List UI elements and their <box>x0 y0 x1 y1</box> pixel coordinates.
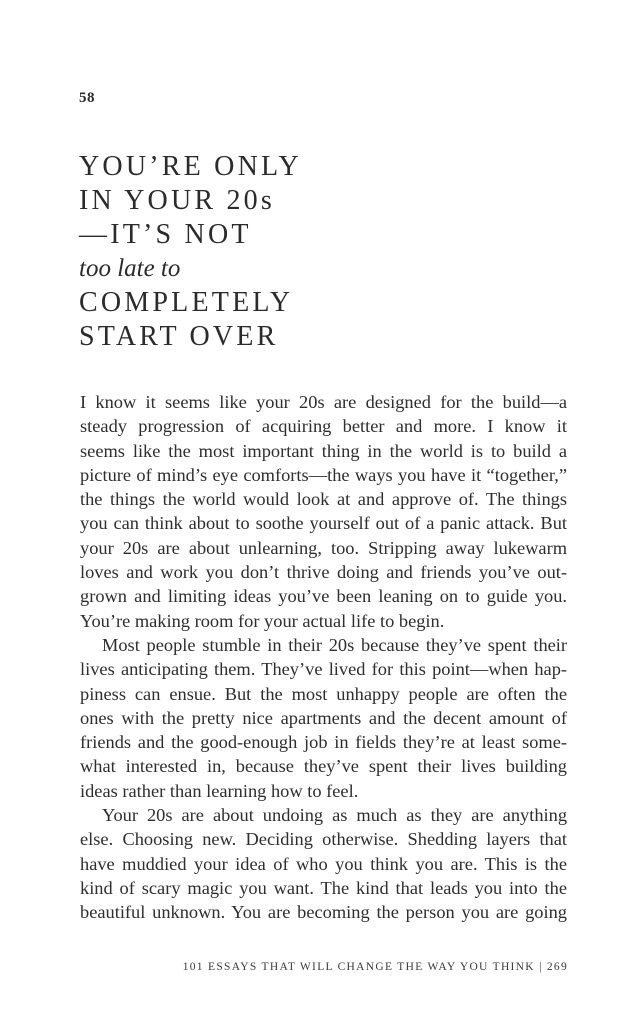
body-line: piness can ensue. But the most unhappy people are often the <box>80 683 568 704</box>
essay-number: 58 <box>79 90 95 106</box>
body-line: the things the world would look at and approve of. The things <box>80 489 568 510</box>
body-line: Your 20s are about undoing as much as they are anything <box>102 805 568 826</box>
body-line: seems like the most important thing in the world is to build a <box>80 440 567 461</box>
body-line: else. Choosing new. Deciding otherwise. Shedding layers that <box>80 829 568 850</box>
body-line: I know it seems like your 20s are designed for the build—a <box>80 392 568 412</box>
body-line: lives anticipating them. They’ve lived for this point—when hap- <box>80 659 568 680</box>
body-line: kind of scary magic you want. The kind that leads you into the <box>80 877 567 898</box>
title-line: —IT’S NOT <box>79 219 252 250</box>
body-line: ideas rather than learning how to feel. <box>80 780 359 801</box>
title-line: YOU’RE ONLY <box>79 151 302 182</box>
title-line: COMPLETELY <box>79 287 294 318</box>
body-line: beautiful unknown. You are becoming the person you are going <box>80 902 567 923</box>
body-line: what interested in, because they’ve spent their lives building <box>80 756 567 777</box>
body-line: friends and the good-enough job in fields they’re at least some- <box>80 732 567 753</box>
body-line: Most people stumble in their 20s because they’ve spent their <box>102 634 568 655</box>
body-line: grown and limiting ideas you’ve been leaning on to guide you. <box>80 586 568 607</box>
body-line: your 20s are about unlearning, too. Stripping away lukewarm <box>80 537 568 558</box>
body-line: You’re making room for your actual life to begin. <box>80 610 445 631</box>
essay-body <box>80 390 567 925</box>
essay-title <box>79 150 379 354</box>
running-footer: 101 ESSAYS THAT WILL CHANGE THE WAY YOU THINK | 269 <box>182 961 568 973</box>
body-line: ones with the pretty nice apartments and the decent amount of <box>80 707 567 728</box>
body-line: have muddied your idea of who you think you are. This is the <box>80 853 568 874</box>
body-line: picture of mind’s eye comforts—the ways you have it “together,” <box>80 464 567 485</box>
body-line: you can think about to soothe yourself out of a panic attack. But <box>80 513 568 534</box>
body-line: loves and work you don’t thrive doing and friends you’ve out- <box>80 562 568 583</box>
title-line-italic: too late to <box>79 255 181 282</box>
body-line: steady progression of acquiring better and more. I know it <box>80 416 567 437</box>
title-line: IN YOUR 20s <box>79 185 275 216</box>
title-line: START OVER <box>79 321 279 352</box>
